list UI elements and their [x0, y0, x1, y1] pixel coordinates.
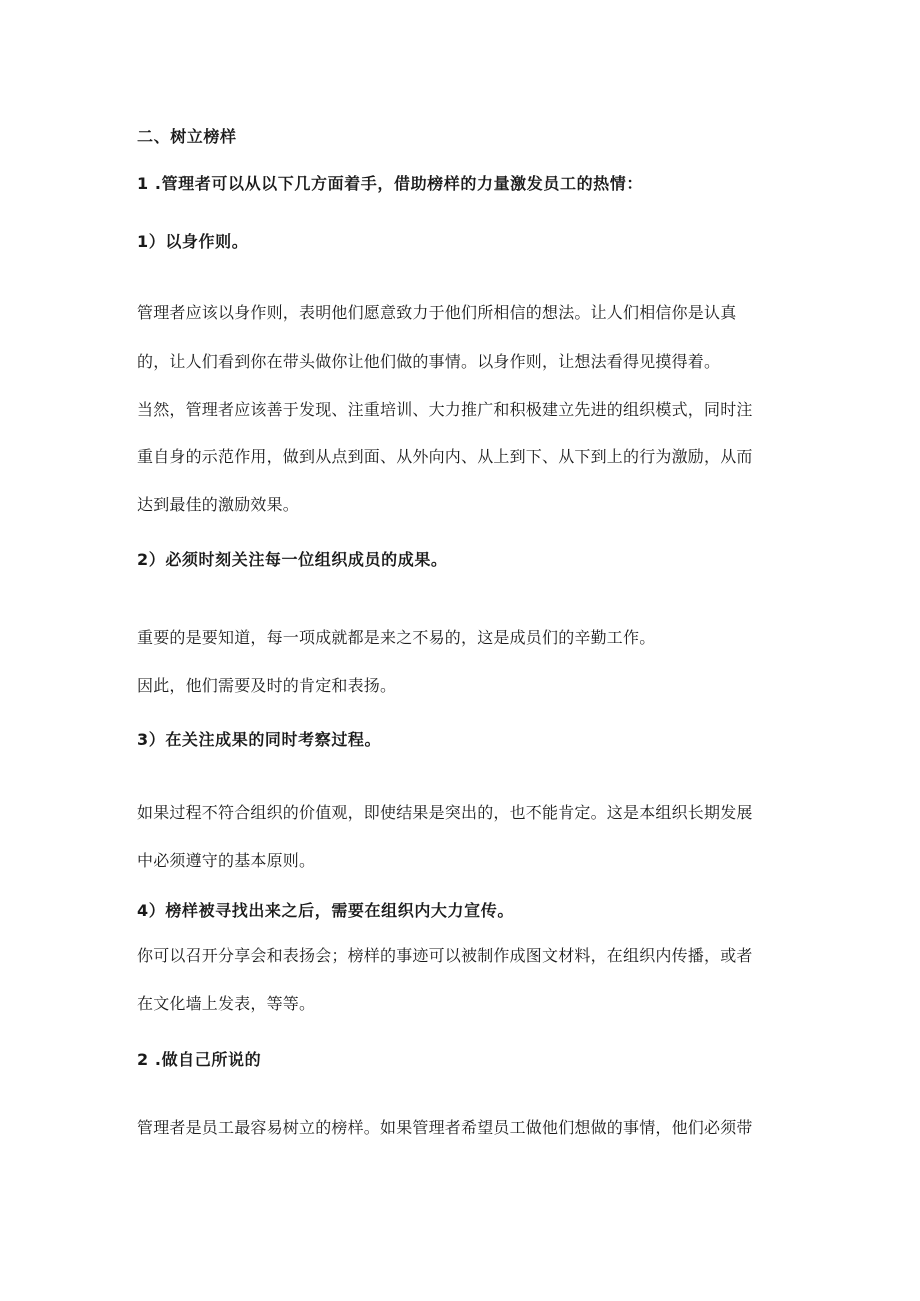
paragraph-line: 管理者是员工最容易树立的榜样。如果管理者希望员工做他们想做的事情，他们必须带: [137, 1118, 753, 1137]
section-title: 二、树立榜样: [137, 127, 237, 146]
sub2-heading: 2）必须时刻关注每一位组织成员的成果。: [137, 550, 448, 569]
paragraph-line: 在文化墙上发表，等等。: [137, 994, 316, 1013]
paragraph-line: 管理者应该以身作则，表明他们愿意致力于他们所相信的想法。让人们相信你是认真: [137, 303, 737, 322]
sub1-heading: 1）以身作则。: [137, 232, 249, 251]
paragraph-line: 中必须遵守的基本原则。: [137, 851, 316, 870]
paragraph-line: 当然，管理者应该善于发现、注重培训、大力推广和积极建立先进的组织模式，同时注: [137, 400, 753, 419]
paragraph-line: 重自身的示范作用，做到从点到面、从外向内、从上到下、从下到上的行为激励，从而: [137, 447, 753, 466]
paragraph-line: 如果过程不符合组织的价值观，即使结果是突出的，也不能肯定。这是本组织长期发展: [137, 803, 753, 822]
paragraph-line: 达到最佳的激励效果。: [137, 495, 300, 514]
sub4-heading: 4）榜样被寻找出来之后，需要在组织内大力宣传。: [137, 901, 514, 920]
paragraph-line: 因此，他们需要及时的肯定和表扬。: [137, 676, 397, 695]
paragraph-line: 你可以召开分享会和表扬会；榜样的事迹可以被制作成图文材料，在组织内传播，或者: [137, 946, 753, 965]
item1-heading: 1 .管理者可以从以下几方面着手，借助榜样的力量激发员工的热情：: [137, 174, 643, 193]
paragraph-line: 的，让人们看到你在带头做你让他们做的事情。以身作则，让想法看得见摸得着。: [137, 352, 721, 371]
item2-heading: 2 .做自己所说的: [137, 1050, 262, 1069]
sub3-heading: 3）在关注成果的同时考察过程。: [137, 730, 382, 749]
paragraph-line: 重要的是要知道，每一项成就都是来之不易的，这是成员们的辛勤工作。: [137, 628, 656, 647]
